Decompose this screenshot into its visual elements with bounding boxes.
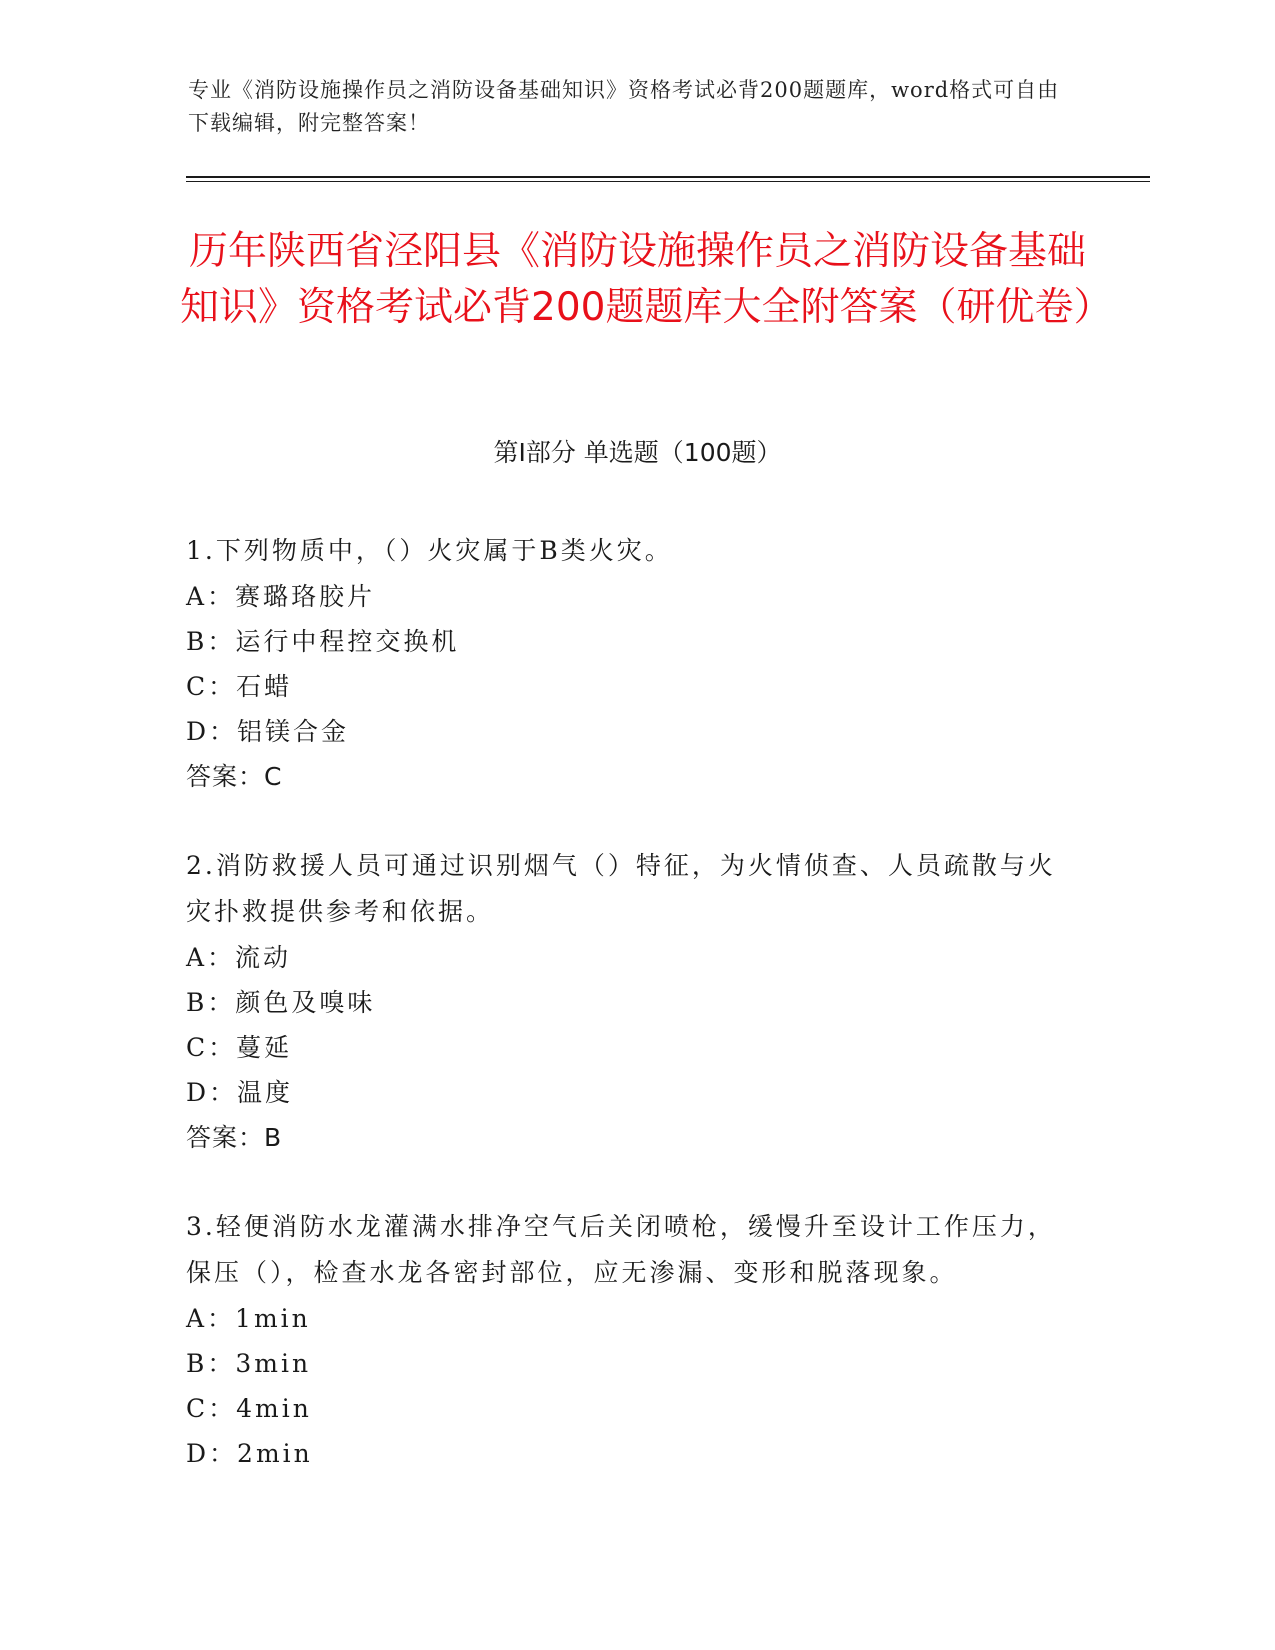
question-2 (186, 843, 1066, 1160)
option-c: C：4min (186, 1394, 312, 1423)
option-b: B：3min (186, 1349, 312, 1378)
section-title: 第Ⅰ部分 单选题（100题） (493, 438, 782, 467)
answer: 答案：B (186, 1123, 283, 1152)
option-a: A：赛璐珞胶片 (186, 582, 376, 611)
header-note: 专业《消防设施操作员之消防设备基础知识》资格考试必背200题题库，word格式可自由下载编辑，附完整答案！ (188, 78, 1060, 135)
header-rule-thick (186, 176, 1150, 178)
option-b: B：运行中程控交换机 (186, 627, 460, 656)
document-title: 历年陕西省泾阳县《消防设施操作员之消防设备基础知识》资格考试必背200题题库大全附答案（研优卷） (180, 229, 1113, 330)
option-a: A：流动 (186, 943, 292, 972)
option-a: A：1min (186, 1304, 311, 1333)
question-text: 1.下列物质中，（）火灾属于B类火灾。 (186, 536, 673, 565)
question-list (186, 528, 1066, 1520)
option-b: B：颜色及嗅味 (186, 988, 376, 1017)
question-3 (186, 1204, 1066, 1476)
option-c: C：蔓延 (186, 1033, 293, 1062)
question-text: 2.消防救援人员可通过识别烟气（）特征，为火情侦查、人员疏散与火灾扑救提供参考和依据。 (186, 851, 1056, 926)
option-d: D：温度 (186, 1078, 294, 1107)
option-d: D：2min (186, 1439, 313, 1468)
question-1 (186, 528, 1066, 799)
option-c: C：石蜡 (186, 672, 293, 701)
option-d: D：铝镁合金 (186, 717, 350, 746)
question-text: 3.轻便消防水龙灌满水排净空气后关闭喷枪，缓慢升至设计工作压力，保压（），检查水龙各密封部位，应无渗漏、变形和脱落现象。 (186, 1212, 1056, 1287)
answer: 答案：C (186, 762, 283, 791)
header-rule-thin (186, 181, 1150, 182)
